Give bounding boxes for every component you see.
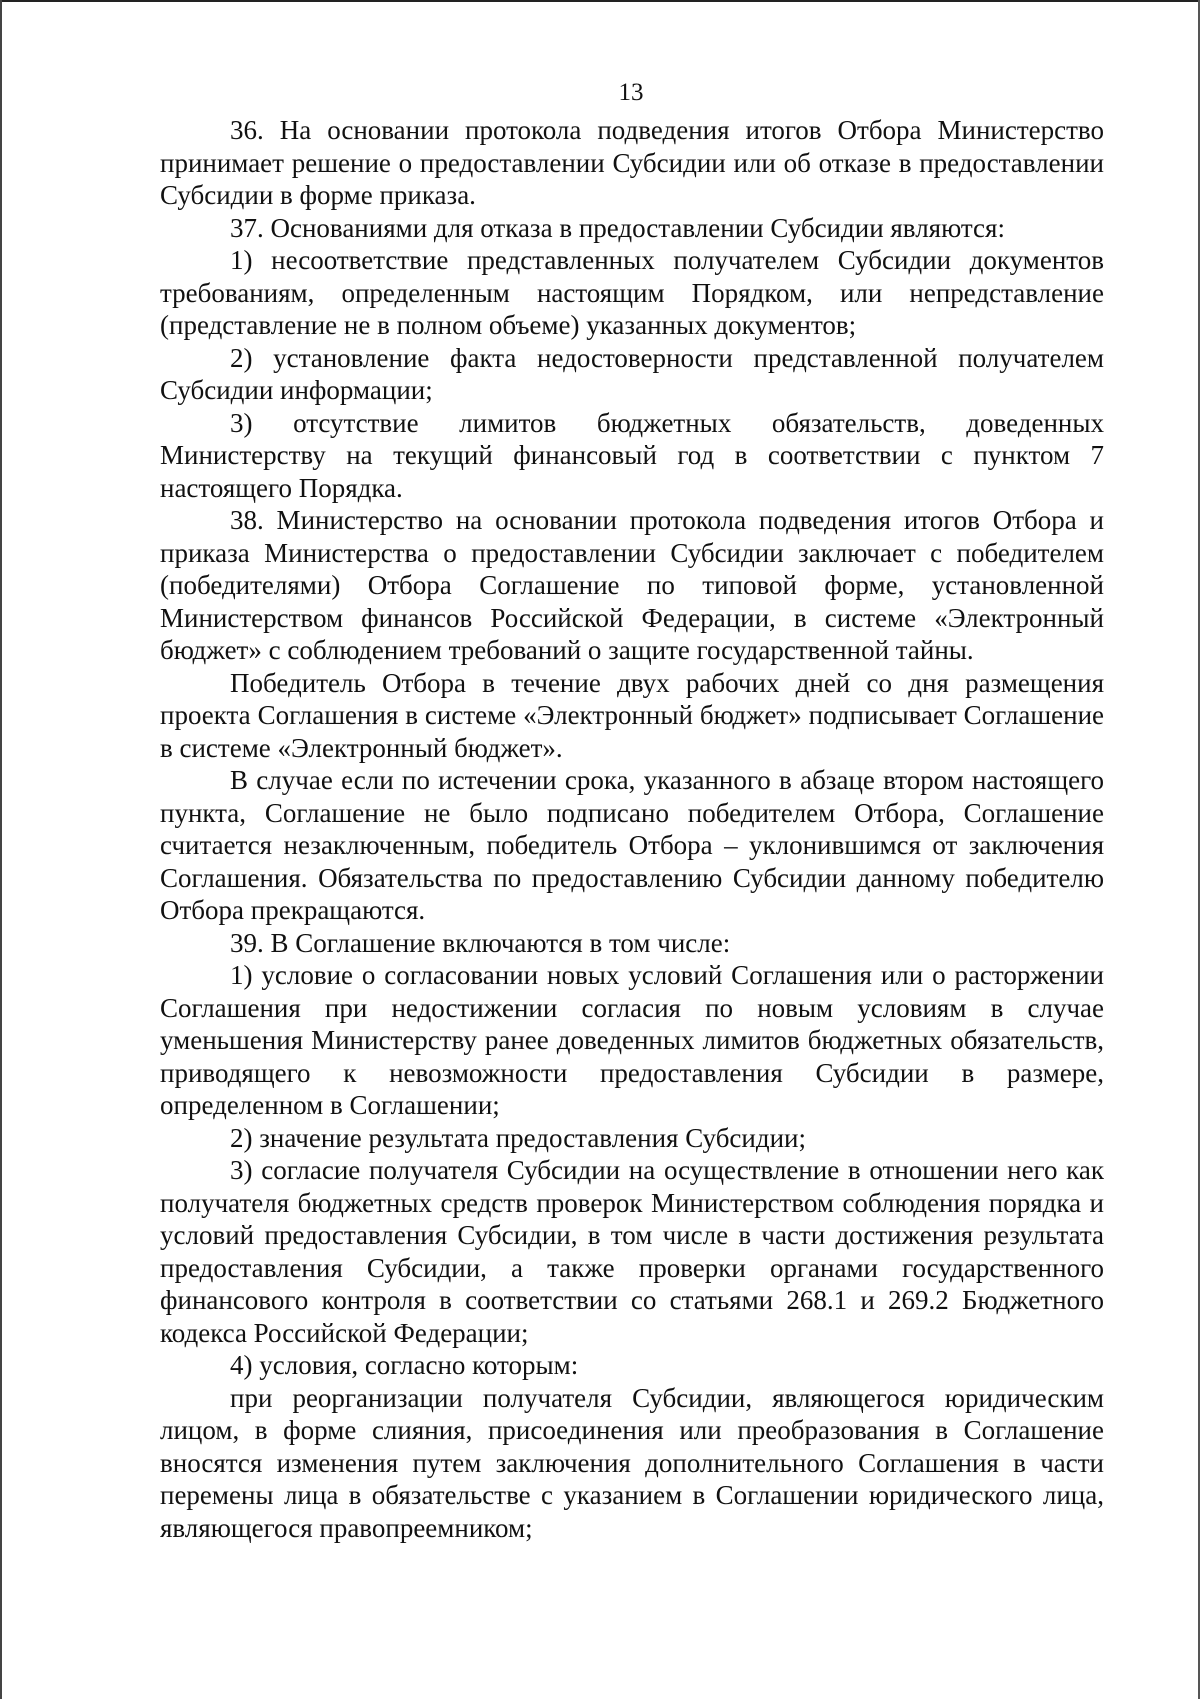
document-body [160,114,1104,1544]
paragraph-39-item-1: 1) условие о согласовании новых условий Соглашения или о расторжении Соглашения при недостижении согласия по новым условиям в случае уменьшения Министерству ранее доведенных лимитов бюджетных обязательств, приводящего к невозможности предоставления Субсидии в размере, определенном в Соглашении; [160,960,1104,1120]
scan-edge-top [0,0,1200,2]
paragraph-37-item-3: 3) отсутствие лимитов бюджетных обязательств, доведенных Министерству на текущий финансовый год в соответствии с пунктом 7 настоящего Порядка. [160,407,1104,503]
paragraph-36: 36. На основании протокола подведения итогов Отбора Министерство принимает решение о предоставлении Субсидии или об отказе в предоставлении Субсидии в форме приказа. [160,115,1104,210]
paragraph-39-item-2: 2) значение результата предоставления Субсидии; [230,1122,807,1153]
paragraph-38-second: Победитель Отбора в течение двух рабочих дней со дня размещения проекта Соглашения в системе «Электронный бюджет» подписывает Соглашение в системе «Электронный бюджет». [160,667,1104,763]
scan-edge-left [0,0,2,1699]
paragraph-38: 38. Министерство на основании протокола подведения итогов Отбора и приказа Министерства о предоставлении Субсидии заключает с победителем (победителями) Отбора Соглашение по типовой форме, установленной Министерством финансов Российской Федерации, в системе «Электронный бюджет» с соблюдением требований о защите государственной тайны. [160,505,1104,665]
paragraph-37-item-1: 1) несоответствие представленных получателем Субсидии документов требованиям, определенным настоящим Порядком, или непредставление (представление не в полном объеме) указанных документов; [160,245,1104,340]
paragraph-37: 37. Основаниями для отказа в предоставлении Субсидии являются: [230,212,1005,243]
paragraph-39-item-4-clause: при реорганизации получателя Субсидии, являющегося юридическим лицом, в форме слияния, присоединения или преобразования в Соглашение вносятся изменения путем заключения дополнительного Соглашения в части перемены лица в обязательстве с указанием в Соглашении юридического лица, являющегося правопреемником; [160,1382,1104,1543]
page-number: 13 [618,79,644,106]
paragraph-38-third: В случае если по истечении срока, указанного в абзаце втором настоящего пункта, Соглашение не было подписано победителем Отбора, Соглашение считается незаключенным, победитель Отбора – уклонившимся от заключения Соглашения. Обязательства по предоставлению Субсидии данному победителю Отбора прекращаются. [160,765,1104,925]
paragraph-39-item-4: 4) условия, согласно которым: [230,1350,579,1380]
paragraph-37-item-2: 2) установление факта недостоверности представленной получателем Субсидии информации; [160,342,1104,405]
paragraph-39-item-3: 3) согласие получателя Субсидии на осуществление в отношении него как получателя бюджетных средств проверок Министерством соблюдения порядка и условий предоставления Субсидии, в том числе в части достижения результата предоставления Субсидии, а также проверки органами государственного финансового контроля в соответствии со статьями 268.1 и 269.2 Бюджетного кодекса Российской Федерации; [160,1155,1104,1348]
paragraph-39: 39. В Соглашение включаются в том числе: [230,927,731,958]
